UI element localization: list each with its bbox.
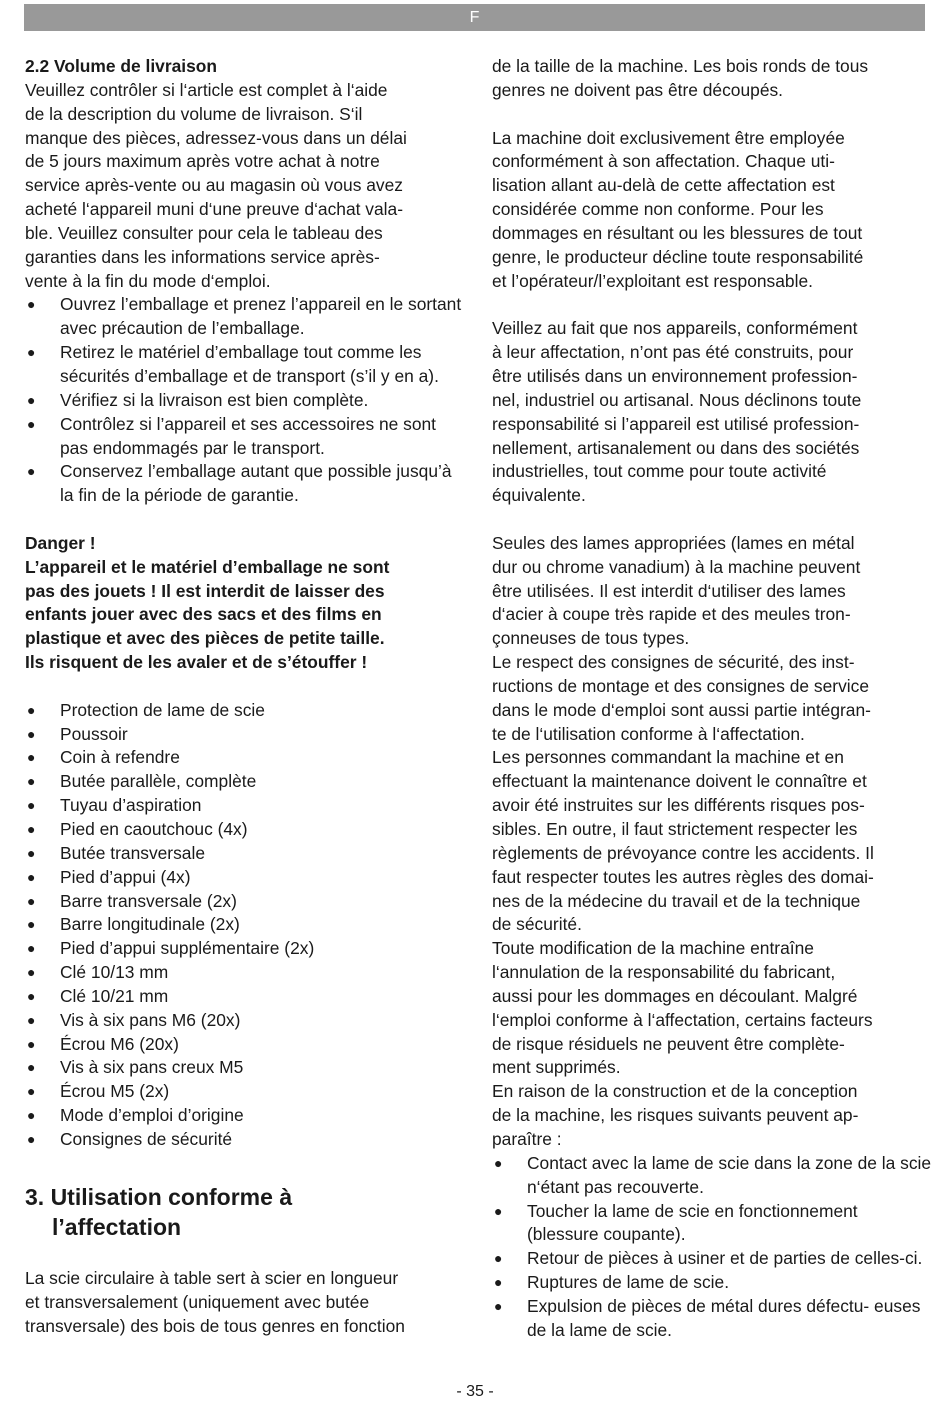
- text-line: acheté l‘appareil muni d‘une preuve d‘achat vala-: [25, 199, 404, 220]
- text-line: et transversalement (uniquement avec butée: [25, 1291, 370, 1312]
- unpacking-steps-list: [25, 293, 465, 508]
- bullet-icon: ●: [27, 987, 36, 1004]
- page-number: - 35 -: [456, 1383, 494, 1400]
- bullet-icon: ●: [27, 1107, 36, 1124]
- list-item: ● Expulsion de pièces de métal dures défectu- euses de la lame de scie.: [494, 1295, 921, 1340]
- danger-line: L’appareil et le matériel d’emballage ne sont: [25, 556, 390, 577]
- bullet-icon: ●: [27, 1011, 36, 1028]
- bullet-icon: ●: [27, 344, 36, 361]
- text-line: ble. Veuillez consulter pour cela le tableau des: [25, 222, 383, 243]
- bullet-icon: ●: [494, 1274, 503, 1291]
- bullet-icon: ●: [27, 821, 36, 837]
- danger-line: pas des jouets ! Il est interdit de laisser des: [25, 580, 385, 601]
- paragraph: La machine doit exclusivement être employée conformément à son affectation. Chaque uti- lisation allant au-delà de cette affectation est considérée comme non conforme. Pour les dommages en résultant ou les blessures de tout genre, le producteur décline toute responsabilité et l’opérateur/l’exploitant est responsable.: [492, 127, 864, 291]
- bullet-icon: ●: [27, 1059, 36, 1076]
- text-line: de la description du volume de livraison. S‘il: [25, 103, 363, 124]
- section-2-2-text: [25, 79, 465, 294]
- bullet-icon: ●: [27, 1130, 36, 1147]
- list-item: ● Pied en caoutchouc (4x): [25, 818, 465, 842]
- list-item: ● Ouvrez l’emballage et prenez l’appareil en le sortant avec précaution de l’emballage.: [27, 294, 462, 339]
- list-item: ● Barre longitudinale (2x): [25, 913, 465, 937]
- list-item: ● Protection de lame de scie: [25, 699, 465, 723]
- bullet-icon: ●: [27, 964, 36, 981]
- bullet-icon: ●: [27, 725, 36, 742]
- list-item: ● Écrou M6 (20x): [25, 1033, 465, 1057]
- bullet-icon: ●: [27, 463, 36, 480]
- list-item: ● Butée parallèle, complète: [25, 770, 465, 794]
- list-item: ● Clé 10/13 mm: [25, 961, 465, 985]
- danger-warning: [25, 532, 465, 675]
- list-item: ● Poussoir: [25, 723, 465, 747]
- list-item: ● Contrôlez si l’appareil et ses accessoires ne sont pas endommagés par le transport.: [27, 413, 437, 458]
- bullet-icon: ●: [27, 1035, 36, 1052]
- list-item: ● Mode d’emploi d’origine: [25, 1104, 465, 1128]
- list-item: ● Tuyau d’aspiration: [25, 794, 465, 818]
- text-line: de 5 jours maximum après votre achat à notre: [25, 151, 380, 172]
- list-item: ● Vis à six pans M6 (20x): [25, 1009, 465, 1033]
- bullet-icon: ●: [27, 773, 36, 790]
- list-item: ● Coin à refendre: [25, 746, 465, 770]
- list-item: ● Consignes de sécurité: [25, 1128, 465, 1152]
- danger-title: Danger !: [25, 532, 96, 553]
- list-item: ● Écrou M5 (2x): [25, 1080, 465, 1104]
- list-item: ● Pied d’appui (4x): [25, 866, 465, 890]
- list-item: ● Pied d’appui supplémentaire (2x): [25, 937, 465, 961]
- list-item: ● Conservez l’emballage autant que possible jusqu’à la fin de la période de garantie.: [27, 461, 452, 506]
- danger-line: enfants jouer avec des sacs et des films en: [25, 604, 382, 625]
- bullet-icon: ●: [27, 415, 36, 432]
- paragraph: Veillez au fait que nos appareils, conformément à leur affectation, n’ont pas été construits, pour être utilisés dans un environnement profession- nel, industriel ou artisanal. Nous déclinons toute responsabilité si l’appareil est utilisé profession- nellement, artisanalement ou dans des sociétés industrielles, tout comme pour toute activité équivalente.: [492, 318, 862, 506]
- list-item: ● Retirez le matériel d’emballage tout comme les sécurités d’emballage et de transport (s’il y en a).: [27, 342, 439, 386]
- list-item: ● Toucher la lame de scie en fonctionnement (blessure coupante).: [494, 1200, 858, 1245]
- bullet-icon: ●: [27, 391, 36, 408]
- bullet-icon: ●: [27, 296, 36, 313]
- danger-line: Ils risquent de les avaler et de s’étouffer !: [25, 652, 368, 673]
- list-item: ● Vis à six pans creux M5: [25, 1056, 465, 1080]
- paragraph: Seules des lames appropriées (lames en métal dur ou chrome vanadium) à la machine peuvent être utilisées. Il est interdit d‘utiliser des lames d‘acier à coupe très rapide et des meules tron- çonneuses de tous types. Le respect des consignes de sécurité, des inst- ructions de montage et des consignes de service dans le mode d‘emploi sont aussi partie intégran- te de l‘utilisation conforme à l‘affectation. Les personnes commandant la machine et en effectuant la maintenance doivent le connaître et avoir été instruites sur les différents risques pos- sibles. En outre, il faut strictement respecter les règlements de prévoyance contre les accidents. Il faut respecter toutes les autres règles des domai- nes de la médecine du travail et de la technique de sécurité. Toute modification de la machine entraîne l‘annulation de la responsabilité du fabricant, aussi pour les dommages en découlant. Malgré l‘emploi conforme à l‘affectation, certains facteurs de risque résiduels ne peuvent être complète- ment supprimés. En raison de la construction et de la conception de la machine, les risques suivants peuvent ap- paraître :: [492, 532, 874, 1149]
- bullet-icon: ●: [494, 1202, 503, 1219]
- language-tab-header: [24, 4, 925, 31]
- delivery-items-list: [25, 699, 465, 1152]
- bullet-icon: ●: [27, 844, 36, 861]
- bullet-icon: ●: [494, 1154, 503, 1171]
- text-line: garanties dans les informations service après-: [25, 246, 380, 267]
- bullet-icon: ●: [494, 1250, 503, 1267]
- list-item: ● Butée transversale: [25, 842, 465, 866]
- bullet-icon: ●: [27, 868, 36, 885]
- left-column: [25, 55, 465, 1338]
- bullet-icon: ●: [27, 701, 36, 718]
- text-line: La scie circulaire à table sert à scier en longueur: [25, 1267, 399, 1288]
- list-item: ● Barre transversale (2x): [25, 890, 465, 914]
- section-3-text: [25, 1267, 465, 1339]
- list-item: ● Vérifiez si la livraison est bien complète.: [25, 389, 465, 413]
- bullet-icon: ●: [27, 892, 36, 909]
- risks-list: [492, 1152, 932, 1343]
- right-column: [492, 55, 932, 1343]
- section-3-title: 3. Utilisation conforme à l’affectation: [25, 1183, 293, 1240]
- bullet-icon: ●: [27, 1083, 36, 1100]
- bullet-icon: ●: [27, 797, 36, 814]
- text-line: transversale) des bois de tous genres en fonction: [25, 1315, 405, 1336]
- bullet-icon: ●: [27, 916, 36, 933]
- list-item: ● Contact avec la lame de scie dans la zone de la scie n‘étant pas recouverte.: [494, 1152, 932, 1197]
- list-item: ● Retour de pièces à usiner et de parties de celles-ci.: [492, 1247, 932, 1271]
- language-label: F: [469, 9, 480, 26]
- bullet-icon: ●: [27, 940, 36, 957]
- text-line: service après-vente ou au magasin où vous avez: [25, 175, 403, 196]
- danger-line: plastique et avec des pièces de petite taille.: [25, 628, 385, 649]
- paragraph: de la taille de la machine. Les bois ronds de tous genres ne doivent pas être découpés.: [492, 56, 869, 100]
- text-line: Veuillez contrôler si l‘article est complet à l‘aide: [25, 79, 388, 100]
- list-item: ● Ruptures de lame de scie.: [492, 1271, 932, 1295]
- text-line: manque des pièces, adressez-vous dans un délai: [25, 127, 407, 148]
- section-2-2-title: 2.2 Volume de livraison: [25, 56, 218, 76]
- text-line: vente à la fin du mode d‘emploi.: [25, 270, 271, 291]
- list-item: ● Clé 10/21 mm: [25, 985, 465, 1009]
- bullet-icon: ●: [27, 749, 36, 766]
- bullet-icon: ●: [494, 1297, 503, 1314]
